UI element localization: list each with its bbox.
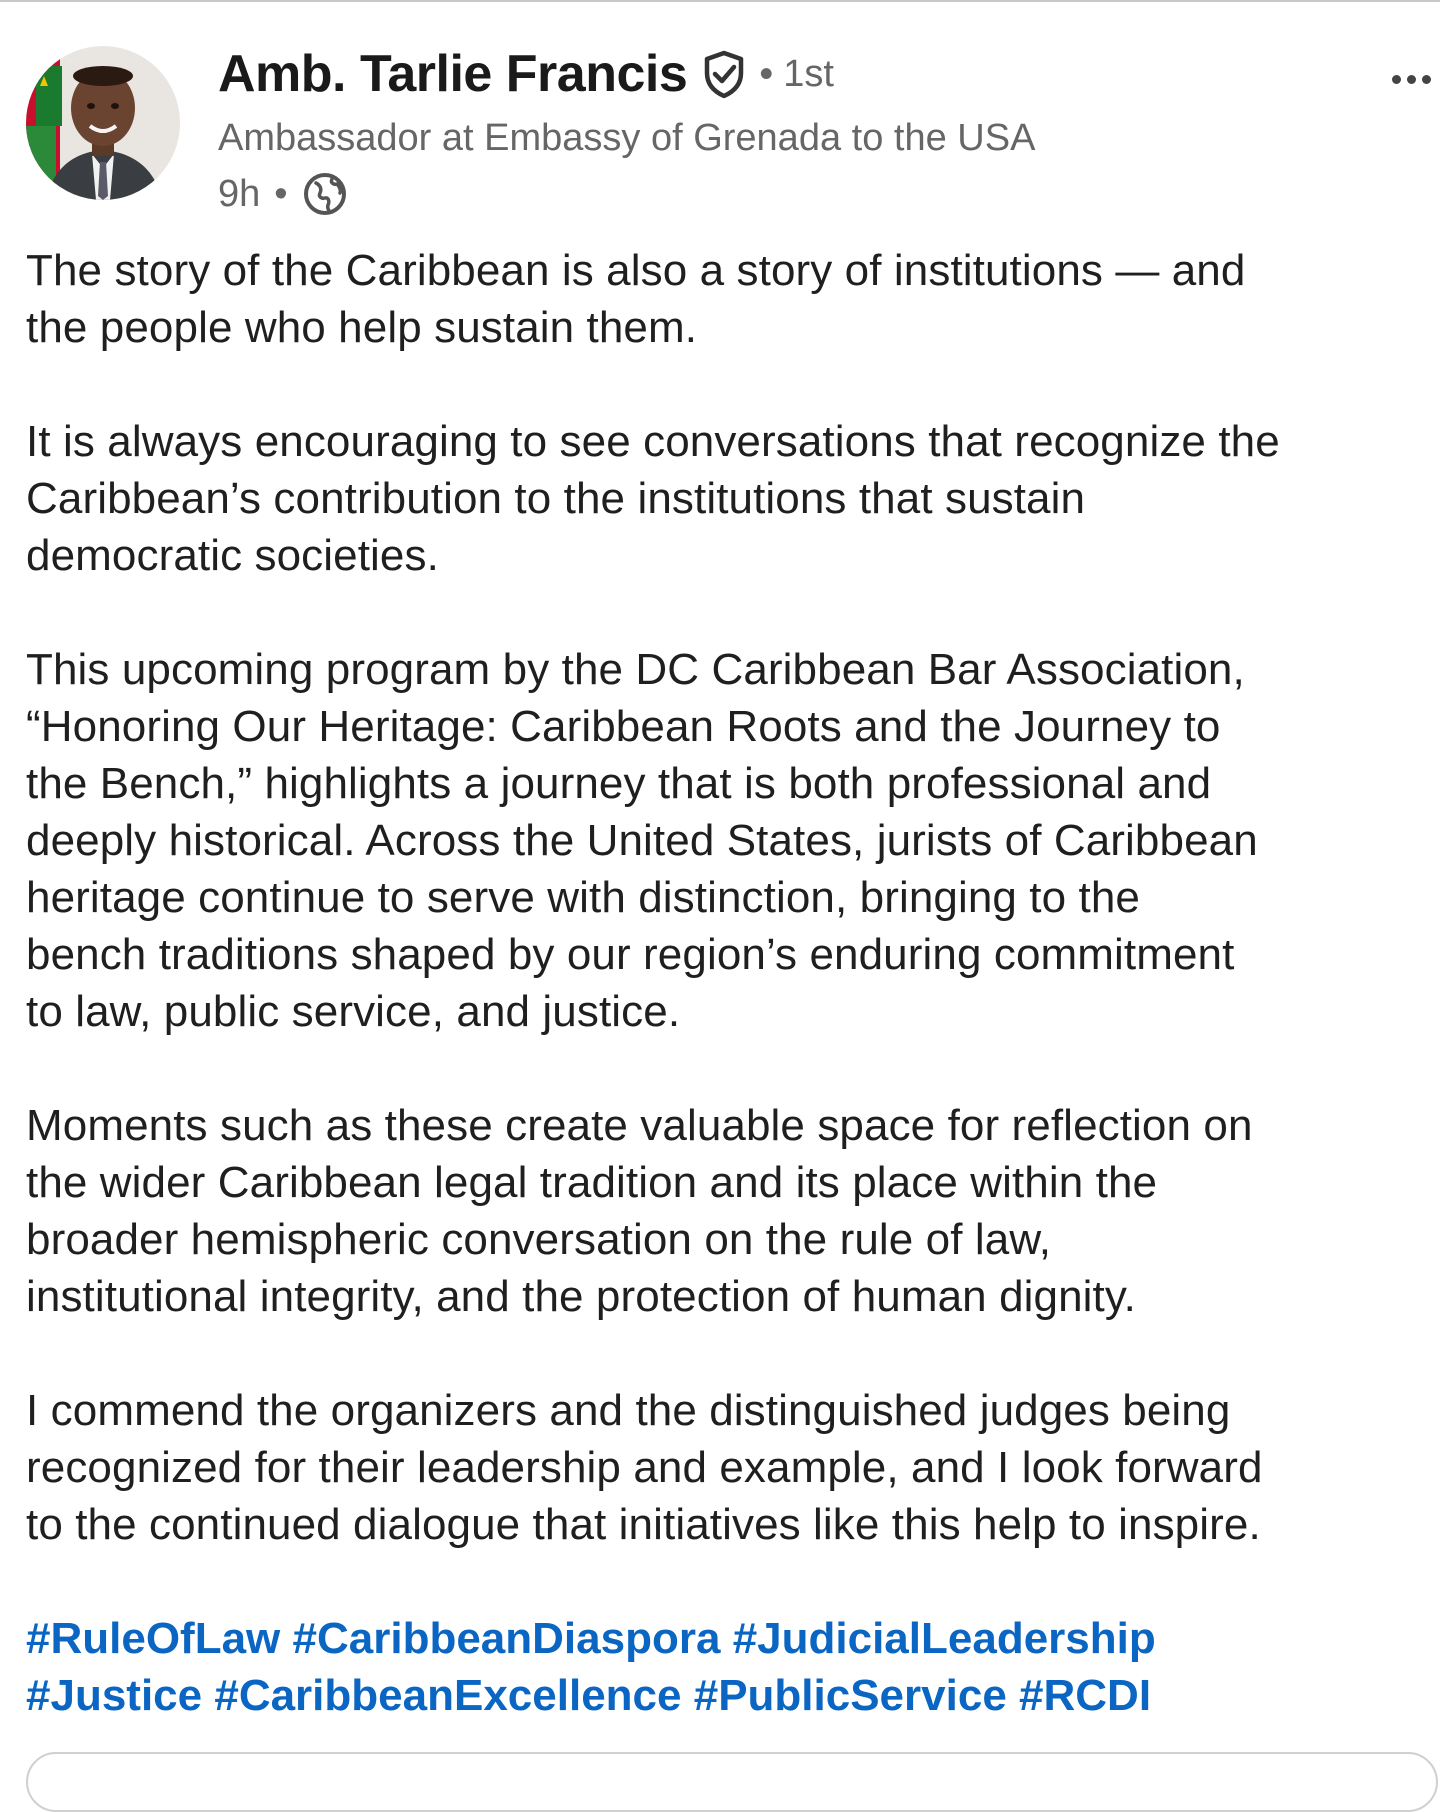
hashtag-link[interactable]: #CaribbeanDiaspora	[292, 1614, 721, 1663]
more-dots-icon	[1392, 75, 1401, 84]
hashtag-link[interactable]: #Justice	[26, 1671, 203, 1720]
author-name[interactable]: Amb. Tarlie Francis	[218, 45, 688, 103]
post-paragraph: I commend the organizers and the distinguished judges being recognized for their leadership and example, and I look forward to the continued dialogue that initiatives like this help to inspire.	[26, 1386, 1263, 1549]
connection-degree: 1st	[783, 52, 834, 95]
hashtag-link[interactable]: #PublicService	[693, 1671, 1007, 1720]
more-dot	[1422, 75, 1431, 84]
attachment-preview[interactable]	[26, 1752, 1438, 1812]
hashtag-link[interactable]: #RCDI	[1019, 1671, 1152, 1720]
hashtag-link[interactable]: #RuleOfLaw	[26, 1614, 281, 1663]
hashtag-link[interactable]: #JudicialLeadership	[732, 1614, 1156, 1663]
post-paragraph: Moments such as these create valuable space for reflection on the wider Caribbean legal tradition and its place within the broader hemispheric conversation on the rule of law, institutional integrity, and the protection of human dignity.	[26, 1101, 1253, 1321]
author-avatar[interactable]	[26, 46, 180, 200]
shield-check-icon	[701, 49, 747, 99]
post-header	[218, 40, 1035, 222]
post-timestamp: 9h	[218, 172, 261, 215]
hashtag-link[interactable]: #CaribbeanExcellence	[214, 1671, 682, 1720]
connection-separator: •	[759, 51, 774, 96]
author-name-row	[218, 40, 1035, 108]
post-paragraph: This upcoming program by the DC Caribbean Bar Association, “Honoring Our Heritage: Caribbean Roots and the Journey to the Bench,” highlights a journey that is both professional and deeply historical. Across the United States, jurists of Caribbean heritage continue to serve with distinction, bringing to the bench traditions shaped by our region’s enduring commitment to law, public service, and justice.	[26, 645, 1258, 1036]
post-paragraph: The story of the Caribbean is also a story of institutions — and the people who help sustain them.	[26, 246, 1246, 352]
author-headline: Ambassador at Embassy of Grenada to the USA	[218, 117, 1036, 159]
globe-icon	[302, 171, 348, 217]
meta-separator: •	[274, 172, 288, 215]
post-paragraph: It is always encouraging to see conversations that recognize the Caribbean’s contribution to the institutions that sustain democratic societies.	[26, 417, 1280, 580]
avatar-photo	[26, 46, 180, 200]
post-meta	[218, 166, 1035, 222]
post-body	[26, 242, 1438, 1724]
more-options-button[interactable]	[1392, 64, 1440, 94]
hashtag-list	[26, 1610, 1438, 1724]
more-dot	[1407, 75, 1416, 84]
